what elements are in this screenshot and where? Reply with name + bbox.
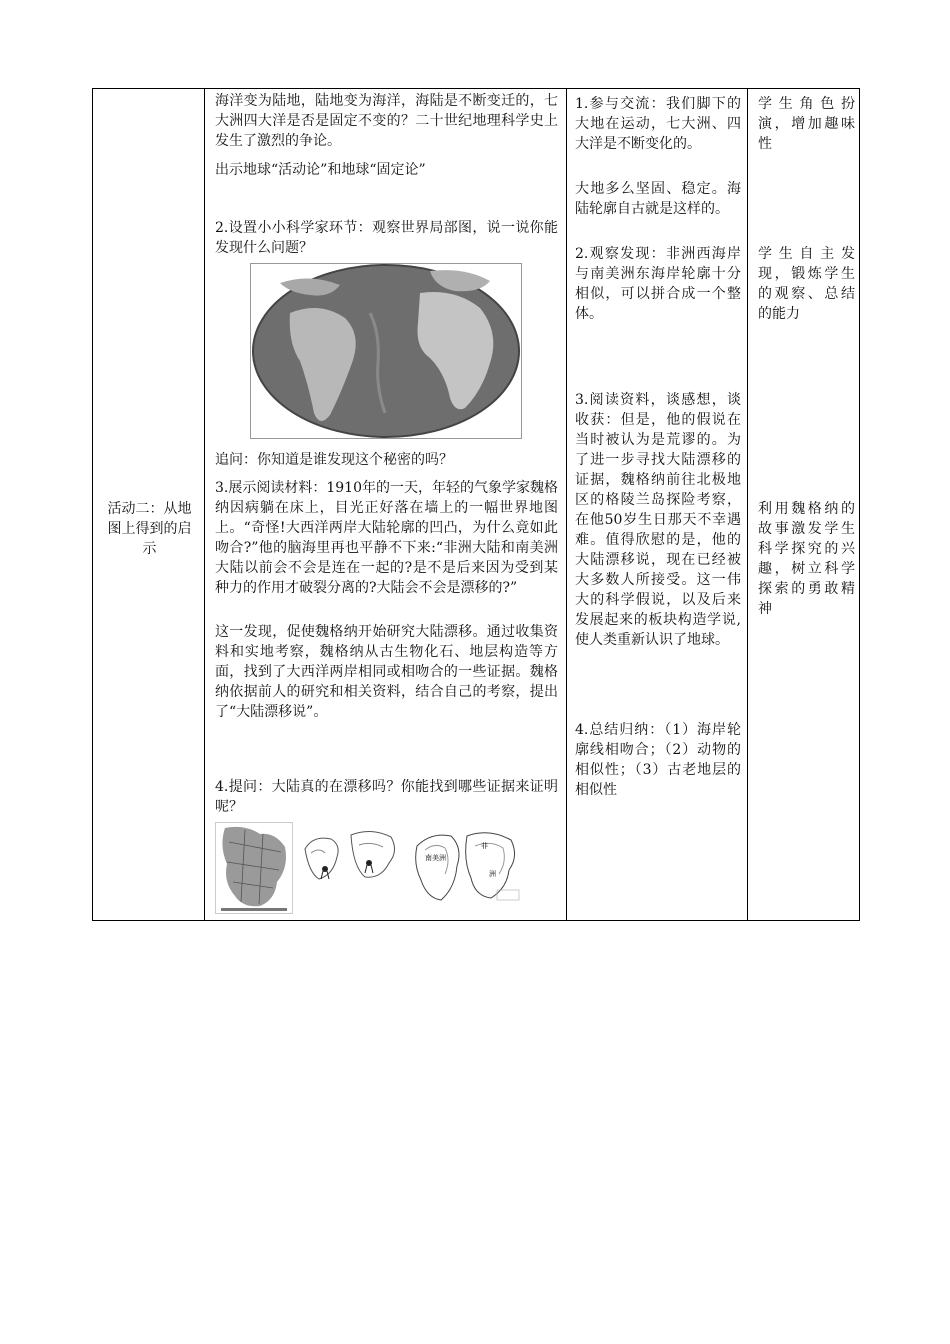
scientist-task-paragraph: 2.设置小小科学家环节：观察世界局部图，说一说你能发现什么问题？ xyxy=(215,220,558,256)
fossil-evidence-image xyxy=(301,827,401,887)
activity-title: 活动二：从地图上得到的启示 xyxy=(107,501,192,557)
activity-column xyxy=(93,89,205,920)
student-activity-column xyxy=(567,89,748,920)
wegener-discovery-paragraph: 这一发现，促使魏格纳开始研究大陆漂移。通过收集资料和实地考察，魏格纳从古生物化石、地层构造等方面，找到了大西洋两岸相同或相吻合的一些证据。魏格纳依据前人的研究和相关资料，结合自己的考察，提出了“大陆漂移说”。 xyxy=(215,624,558,720)
atlantic-map-image xyxy=(250,263,522,439)
observation-paragraph: 2.观察发现：非洲西海岸与南美洲东海岸轮廓十分相似，可以拼合成一个整体。 xyxy=(575,246,741,322)
intent-self-discovery: 学生自主发现，锻炼学生的观察、总结的能力 xyxy=(758,246,855,322)
intent-role-play: 学生角色扮演，增加趣味性 xyxy=(758,96,855,152)
teacher-activity-column xyxy=(205,89,567,920)
design-intent-column xyxy=(748,89,859,920)
summary-paragraph: 4.总结归纳：（1）海岸轮廓线相吻合；（2）动物的相似性；（3）古老地层的相似性 xyxy=(575,722,741,798)
theory-paragraph: 出示地球“活动论”和地球“固定论” xyxy=(215,162,426,178)
student-exchange-paragraph: 1.参与交流：我们脚下的大地在运动，七大洲、四大洋是不断变化的。 xyxy=(575,96,741,152)
fixed-theory-paragraph: 大地多么坚固、稳定。海陆轮廓自古就是这样的。 xyxy=(575,181,741,217)
africa-label: 非 xyxy=(481,842,488,850)
intro-paragraph: 海洋变为陆地，陆地变为海洋，海陆是不断变迁的，七大洲四大洋是否是固定不变的？二十世纪地理科学史上发生了激烈的争论。 xyxy=(215,93,558,149)
south-america-label: 南美洲 xyxy=(425,854,446,862)
africa-label-zhou: 洲 xyxy=(489,870,496,878)
evidence-question: 4.提问：大陆真的在漂移吗？你能找到哪些证据来证明呢？ xyxy=(215,779,558,815)
follow-up-question: 追问：你知道是谁发现这个秘密的吗？ xyxy=(215,452,453,468)
reading-reflection-paragraph: 3.阅读资料，谈感想，谈收获：但是，他的假说在当时被认为是荒谬的。为了进一步寻找大陆漂移的证据，魏格纳前往北极地区的格陵兰岛探险考察，在他50岁生日那天不幸遇难。值得欣慰的是，他的大陆漂移说，现在已经被大多数人所接受。这一伟大的科学假说，以及后来发展起来的板块构造学说,使人类重新认识了地球。 xyxy=(575,392,741,648)
intent-wegener-story: 利用魏格纳的故事激发学生科学探究的兴趣，树立科学探索的勇敢精神 xyxy=(758,501,855,617)
reading-material: 3.展示阅读材料：1910年的一天，年轻的气象学家魏格纳因病躺在床上，目光正好落在墙上的一幅世界地图上。“奇怪!大西洋两岸大陆轮廓的凹凸，为什么竟如此吻合?”他的脑海里再也平静不下来:“非洲大陆和南美洲大陆以前会不会是连在一起的?是不是后来因为受到某种力的作用才破裂分离的?大陆会不会是漂移的?” xyxy=(215,480,558,596)
lesson-table xyxy=(92,88,860,921)
pangaea-map-image xyxy=(215,822,293,914)
continent-fit-image xyxy=(411,826,523,910)
